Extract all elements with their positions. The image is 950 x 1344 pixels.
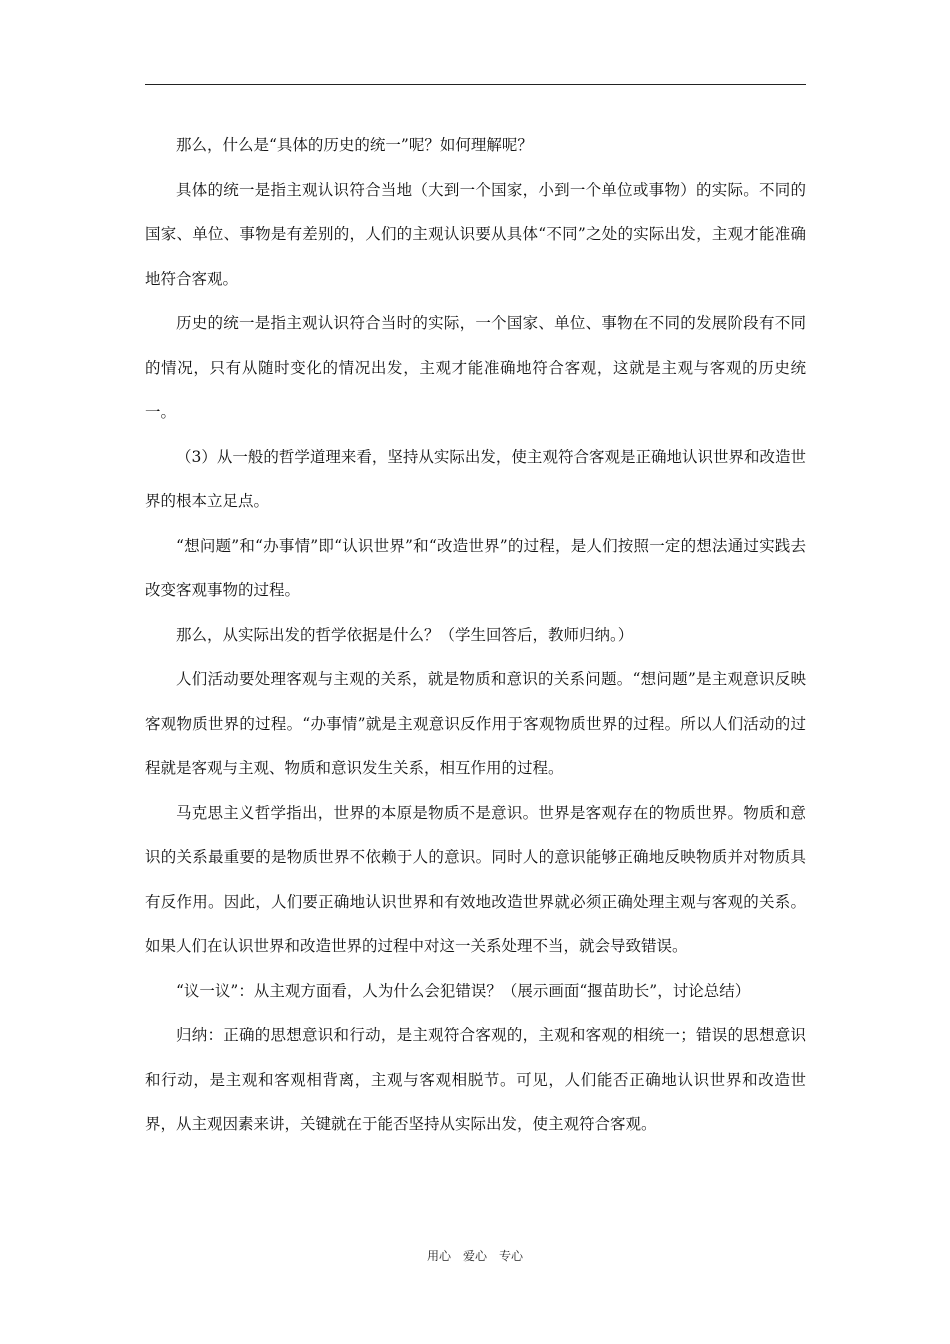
paragraph: 那么，什么是“具体的历史的统一”呢？如何理解呢？ [176, 136, 533, 154]
paragraph: 具体的统一是指主观认识符合当地（大到一个国家，小到一个单位或事物）的实际。不同的国家、单位、事物是有差别的，人们的主观认识要从具体“不同”之处的实际出发，主观才能准确地符合客观。 [145, 180, 806, 288]
page-footer: 用心 爱心 专心 [426, 1249, 523, 1263]
body-text [145, 123, 806, 1147]
paragraph: 历史的统一是指主观认识符合当时的实际，一个国家、单位、事物在不同的发展阶段有不同的情况，只有从随时变化的情况出发，主观才能准确地符合客观，这就是主观与客观的历史统一。 [145, 314, 806, 421]
paragraph: “议一议”：从主观方面看，人为什么会犯错误？（展示画面“揠苗助长”，讨论总结） [176, 981, 751, 1000]
paragraph: 那么，从实际出发的哲学依据是什么？（学生回答后，教师归纳。） [176, 625, 634, 644]
paragraph: 归纳：正确的思想意识和行动，是主观符合客观的，主观和客观的相统一；错误的思想意识和行动，是主观和客观相背离，主观与客观相脱节。可见，人们能否正确地认识世界和改造世界，从主观因素来讲，关键就在于能否坚持从实际出发，使主观符合客观。 [145, 1026, 806, 1133]
paragraph: 马克思主义哲学指出，世界的本原是物质不是意识。世界是客观存在的物质世界。物质和意识的关系最重要的是物质世界不依赖于人的意识。同时人的意识能够正确地反映物质并对物质具有反作用。因此，人们要正确地认识世界和有效地改造世界就必须正确处理主观与客观的关系。如果人们在认识世界和改造世界的过程中对这一关系处理不当，就会导致错误。 [145, 803, 806, 955]
paragraph: 人们活动要处理客观与主观的关系，就是物质和意识的关系问题。“想问题”是主观意识反映客观物质世界的过程。“办事情”就是主观意识反作用于客观物质世界的过程。所以人们活动的过程就是客观与主观、物质和意识发生关系，相互作用的过程。 [145, 670, 806, 777]
paragraph: （3）从一般的哲学道理来看，坚持从实际出发，使主观符合客观是正确地认识世界和改造世界的根本立足点。 [145, 447, 806, 510]
header-rule [145, 84, 806, 85]
paragraph: “想问题”和“办事情”即“认识世界”和“改造世界”的过程，是人们按照一定的想法通过实践去改变客观事物的过程。 [145, 536, 806, 599]
